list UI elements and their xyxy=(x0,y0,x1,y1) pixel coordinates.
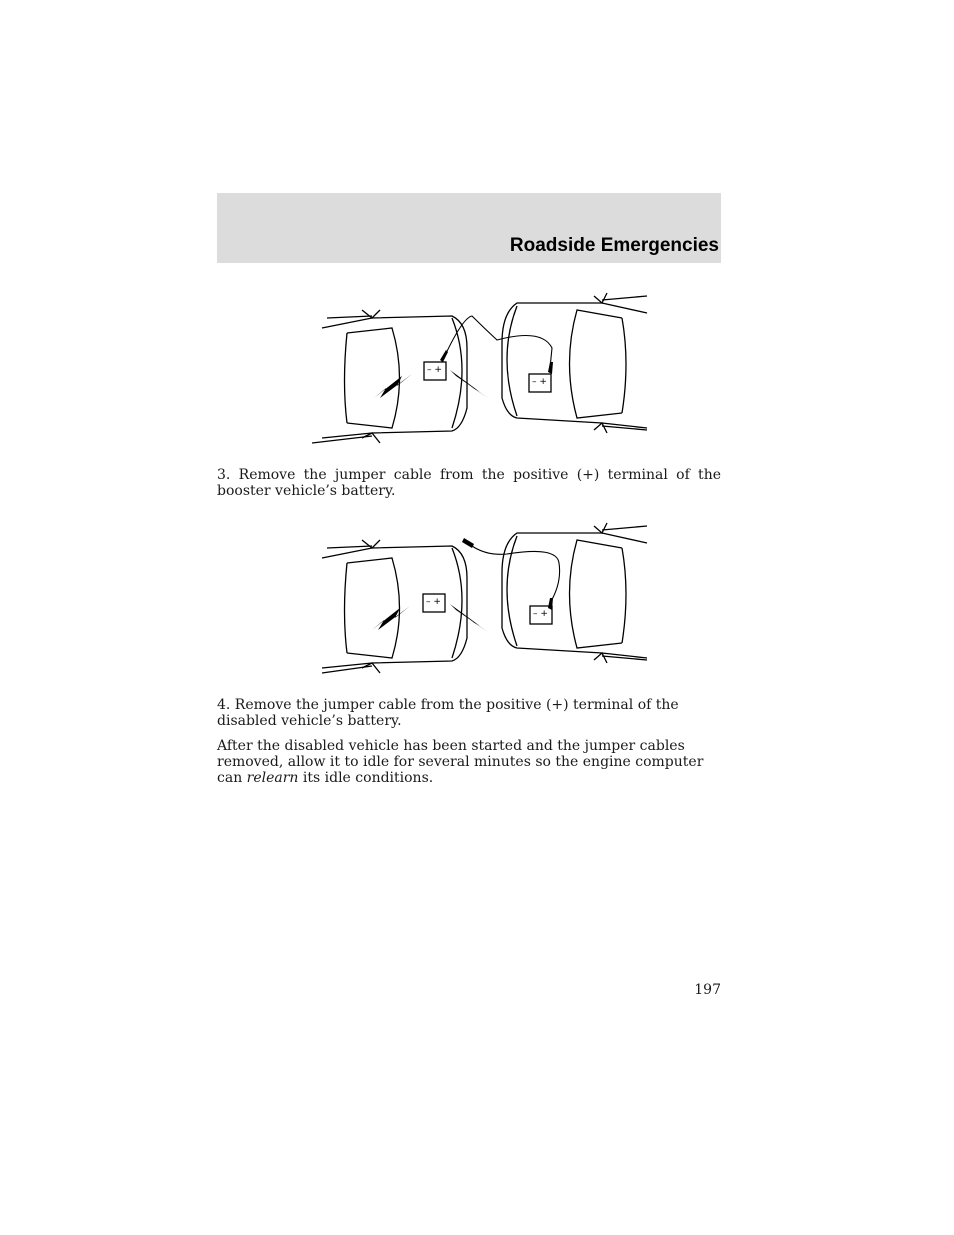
section-title: Roadside Emergencies xyxy=(509,235,719,256)
section-header-band xyxy=(217,193,721,263)
battery-left-terminals: – + xyxy=(427,365,442,375)
jumper-diagram-2 xyxy=(312,518,652,683)
cable-clamp-right xyxy=(548,362,553,374)
page-number: 197 xyxy=(694,982,721,998)
cable-clamp-loose xyxy=(462,538,474,548)
step-3-text: 3. Remove the jumper cable from the positive (+) terminal of the booster vehicle’s battery. xyxy=(217,467,721,499)
right-spark-bolt xyxy=(450,370,488,398)
left-spark-bolt xyxy=(372,606,410,630)
right-car xyxy=(502,293,647,433)
jumper-cable xyxy=(472,546,560,603)
two-cars-cable-disconnected-illustration xyxy=(312,518,652,683)
battery-right-terminals: – + xyxy=(532,377,547,387)
right-spark-bolt xyxy=(450,604,488,632)
two-cars-cable-connected-illustration xyxy=(312,288,652,453)
battery-right-terminals: – + xyxy=(533,609,548,619)
right-car xyxy=(502,523,647,663)
step-4-text: 4. Remove the jumper cable from the positive (+) terminal of the disabled vehicle’s battery. xyxy=(217,697,679,729)
closing-text-italic: relearn xyxy=(246,770,299,786)
battery-left-terminals: – + xyxy=(426,597,441,607)
jumper-diagram-1 xyxy=(312,288,652,453)
closing-paragraph xyxy=(217,738,721,786)
cable-clamp-left xyxy=(440,350,448,362)
closing-text-end: its idle conditions. xyxy=(298,770,434,786)
left-spark-bolt xyxy=(374,374,412,398)
closing-text-start: After the disabled vehicle has been started and the jumper cables removed, allow it to idle for several minutes so the engine computer can xyxy=(217,738,704,786)
jumper-cable xyxy=(442,316,552,368)
